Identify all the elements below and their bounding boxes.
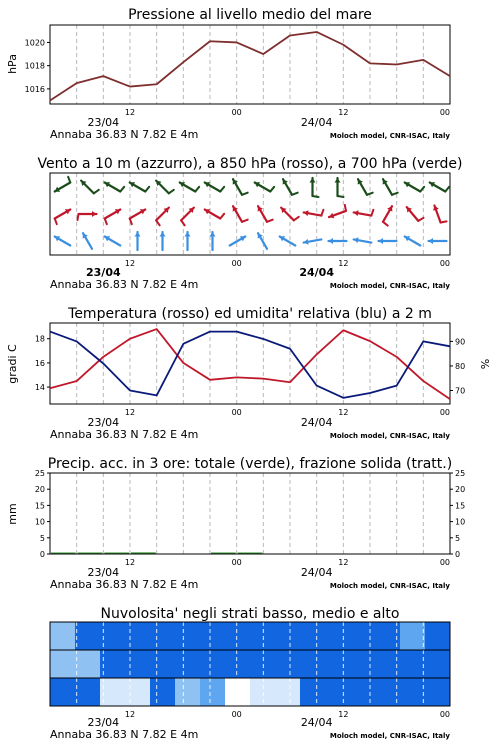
cloud-cell [200,678,225,706]
wind-barb-feather [313,196,319,197]
temperature-line [50,329,450,399]
x-tick-label: 00 [231,710,242,719]
wind-arrow [335,178,344,197]
wind-arrow [280,236,296,245]
wind-arrow [258,233,267,249]
cloud-cell [350,650,375,678]
wind-arrow-head [379,238,384,244]
temperature-title: Temperatura (rosso) ed umidita' relativa (blu) a 2 m [68,306,432,322]
location-text: Annaba 36.83 N 7.82 E 4m [50,578,199,591]
wind-barb-feather [120,187,124,192]
wind-barb-feather [371,210,373,216]
model-credit: Moloch model, CNR-ISAC, Italy [329,282,450,290]
wind-barb-feather [105,219,107,225]
wind-arrow [430,182,449,191]
wind-arrow-head [310,178,316,183]
cloud-cell [300,650,325,678]
x-tick-label: 00 [231,408,242,417]
cloud-cell [150,622,175,650]
wind-arrow-head [335,178,341,183]
x-tick-label: 00 [439,259,450,268]
wind-arrow [205,182,224,191]
y-tick-label: 1018 [24,61,45,71]
y-tick-label: 14 [34,383,45,393]
precip-frame [50,473,450,554]
wind-barb-feather [441,221,447,222]
wind-arrow [156,181,174,194]
y-tick-label: 5 [39,533,45,543]
y-tick-label: 1020 [24,38,45,48]
wind-arrow [130,209,146,224]
location-text: Annaba 36.83 N 7.82 E 4m [50,278,199,291]
x-tick-label: 12 [124,259,136,268]
cloud-cell [325,622,350,650]
wind-barb-feather [55,219,57,225]
wind-arrow [105,236,121,245]
wind-arrow [258,206,273,222]
wind-arrow-head [329,238,334,244]
wind-arrow [255,182,274,191]
wind-barb-feather [321,210,323,216]
wind-barb-feather [195,187,199,192]
cloud-cell [275,622,300,650]
y-tick-label: 0 [39,550,45,559]
model-credit: Moloch model, CNR-ISAC, Italy [329,132,450,140]
cloud-cell [425,678,450,706]
date-label: 24/04 [299,266,334,279]
x-tick-label: 00 [439,408,450,417]
x-tick-label: 12 [338,408,349,417]
wind-arrow [210,232,216,250]
x-tick-label: 00 [231,108,242,117]
wind-barb-feather [270,187,274,192]
wind-barb-feather [145,187,149,192]
cloud-cell [250,678,275,706]
clouds-panel [50,606,450,741]
wind-arrow [354,237,372,243]
date-label: 23/04 [87,716,120,729]
y-tick-label: 90 [455,337,466,347]
cloud-cell [325,650,350,678]
wind-barb-feather [292,193,298,195]
model-credit: Moloch model, CNR-ISAC, Italy [329,432,450,440]
cloud-cell [350,678,375,706]
pressure-title: Pressione al livello medio del mare [128,7,372,23]
cloud-cell [225,650,250,678]
humidity-line [50,332,450,398]
cloud-cell [250,622,275,650]
wind-arrow [55,236,71,245]
cloud-cell [400,650,425,678]
cloud-cell [125,678,150,706]
wind-arrow [55,209,71,224]
cloud-cell [300,678,325,706]
wind-arrow [78,211,97,220]
humidity-ylabel: % [479,358,492,370]
wind-arrow-head [185,232,191,237]
wind-barb-feather [338,196,344,197]
cloud-cell [150,650,175,678]
date-label: 23/04 [87,566,120,579]
wind-arrow-head [135,232,141,237]
pressure-ylabel: hPa [6,54,19,74]
cloud-cell [200,650,225,678]
wind-barb-feather [294,217,299,221]
cloud-cell [175,650,200,678]
x-tick-label: 00 [231,259,242,268]
wind-barb-feather [418,218,423,221]
wind-barb-feather [78,214,79,220]
cloud-cell [175,622,200,650]
wind-arrow [230,236,246,245]
wind-barb-feather [242,193,248,195]
model-credit: Moloch model, CNR-ISAC, Italy [329,582,450,590]
y-tick-label: 10 [34,517,45,527]
x-tick-label: 12 [338,259,349,268]
x-tick-label: 12 [124,710,136,719]
x-tick-label: 00 [439,710,450,719]
wind-arrow [233,179,248,195]
x-tick-label: 00 [231,558,242,567]
wind-arrow [433,206,446,223]
wind-arrow [130,182,149,191]
x-tick-label: 12 [124,408,136,417]
x-tick-label: 12 [338,710,349,719]
x-tick-label: 00 [439,108,450,117]
wind-barb-feather [367,193,373,195]
cloud-cell [250,650,275,678]
wind-arrow-head [160,232,166,237]
cloud-cell [150,678,175,706]
wind-arrow [405,236,421,245]
wind-arrow [83,233,92,249]
y-tick-label: 18 [34,334,45,344]
cloud-cell [300,622,325,650]
clouds-title: Nuvolosita' negli strati basso, medio e alto [100,606,400,622]
wind-arrow-head [429,238,434,244]
location-text: Annaba 36.83 N 7.82 E 4m [50,728,199,741]
wind-arrow [156,208,169,226]
wind-barb-feather [445,187,449,192]
cloud-cell [175,678,200,706]
x-tick-label: 12 [338,108,349,117]
temperature-panel [6,306,492,441]
y-tick-label: 20 [34,485,45,495]
precip-panel [6,456,465,591]
wind-arrow [383,179,398,195]
cloud-cell [75,650,100,678]
y-tick-label: 70 [455,386,466,396]
wind-arrow [135,232,141,250]
wind-arrow [383,206,392,225]
x-tick-label: 12 [124,558,136,567]
location-text: Annaba 36.83 N 7.82 E 4m [50,428,199,441]
wind-panel [37,156,462,291]
pressure-line [50,32,450,101]
cloud-cell [350,622,375,650]
date-label: 23/04 [86,266,121,279]
location-text: Annaba 36.83 N 7.82 E 4m [50,128,199,141]
cloud-cell [50,650,75,678]
y-tick-label: 0 [455,550,461,559]
precip-ylabel: mm [6,503,19,525]
wind-barb-feather [267,220,273,222]
wind-arrow [405,182,424,191]
cloud-cell [50,622,75,650]
precip-title: Precip. acc. in 3 ore: totale (verde), frazione solida (tratt.) [47,456,453,472]
wind-arrow [81,181,99,194]
wind-arrow [304,210,324,216]
pressure-panel [6,7,450,141]
wind-arrow [407,207,424,221]
wind-arrow [105,209,121,224]
wind-arrow [379,238,397,244]
wind-barb-feather [242,220,248,222]
y-tick-label: 1016 [24,84,45,94]
wind-barb-feather [169,190,174,194]
wind-barb-feather [220,214,224,219]
date-label: 24/04 [300,116,333,129]
cloud-cell [400,678,425,706]
y-tick-label: 25 [34,469,45,478]
wind-barb-feather [94,190,99,194]
cloud-cell [275,650,300,678]
cloud-cell [425,650,450,678]
wind-arrow [205,209,224,218]
cloud-cell [225,678,250,706]
x-tick-label: 00 [439,558,450,567]
wind-arrow [304,239,322,245]
wind-barb-feather [383,222,388,226]
wind-barb-feather [345,205,346,211]
cloud-cell [75,678,100,706]
wind-arrow [55,177,71,192]
cloud-cell [425,622,450,650]
wind-barb-feather [68,177,70,183]
wind-arrow [180,182,199,191]
cloud-cell [200,622,225,650]
cloud-cell [400,622,425,650]
date-label: 23/04 [87,116,120,129]
model-credit: Moloch model, CNR-ISAC, Italy [329,732,450,740]
cloud-cell [325,678,350,706]
y-tick-label: 10 [455,517,466,527]
x-tick-label: 12 [338,558,349,567]
wind-arrow [233,206,248,222]
y-tick-label: 15 [34,501,45,511]
wind-title: Vento a 10 m (azzurro), a 850 hPa (rosso), a 700 hPa (verde) [37,156,463,172]
y-tick-label: 25 [455,469,466,478]
cloud-cell [275,678,300,706]
temperature-ylabel: gradi C [6,344,19,384]
date-label: 24/04 [300,416,333,429]
x-tick-label: 12 [124,108,136,117]
cloud-cell [50,678,75,706]
wind-arrow [160,232,166,250]
y-tick-label: 80 [455,361,466,371]
wind-arrow [185,232,191,250]
cloud-cell [75,622,100,650]
cloud-cell [225,622,250,650]
wind-arrow-head [92,211,97,217]
date-label: 23/04 [87,416,120,429]
cloud-cell [125,650,150,678]
y-tick-label: 5 [455,533,461,543]
wind-arrow [105,182,124,191]
y-tick-label: 20 [455,485,466,495]
date-label: 24/04 [300,566,333,579]
date-label: 24/04 [300,716,333,729]
wind-barb-feather [220,187,224,192]
wind-arrow [429,238,447,244]
cloud-cell [125,622,150,650]
y-tick-label: 15 [455,501,466,511]
y-tick-label: 16 [34,358,45,368]
